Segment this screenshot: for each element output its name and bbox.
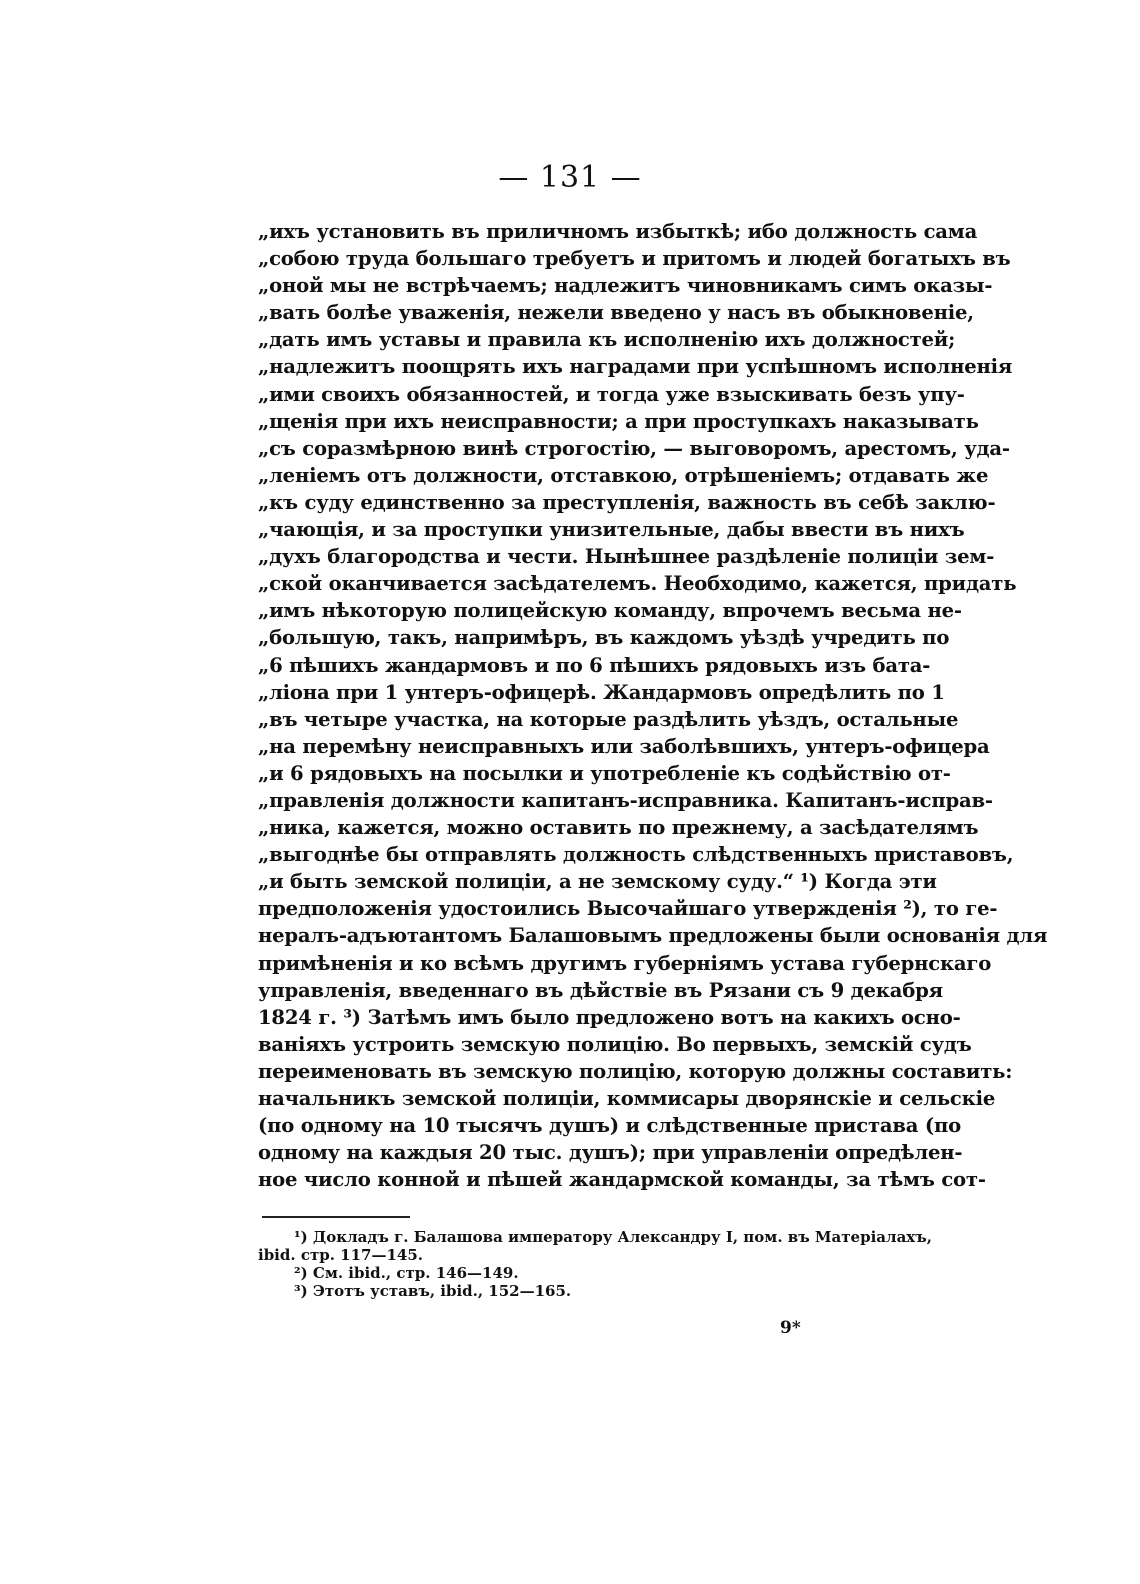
signature-mark: 9* bbox=[780, 1318, 801, 1338]
text-line: „на перемѣну неисправныхъ или заболѣвшихъ, унтеръ-офицера bbox=[258, 734, 990, 758]
text-line: 1824 г. ³) Затѣмъ имъ было предложено вотъ на какихъ осно- bbox=[258, 1005, 961, 1029]
text-line: переименовать въ земскую полицію, которую должны составить: bbox=[258, 1059, 1013, 1083]
text-line: примѣненія и ко всѣмъ другимъ губерніямъ устава губернскаго bbox=[258, 951, 992, 975]
text-line: „и быть земской полиціи, а не земскому суду.“ ¹) Когда эти bbox=[258, 870, 937, 894]
text-line: „ихъ установить въ приличномъ избыткѣ; ибо должность сама bbox=[258, 220, 978, 243]
text-line: ное число конной и пѣшей жандармской команды, за тѣмъ сот- bbox=[258, 1168, 986, 1192]
text-line: ваніяхъ устроить земскую полицію. Во первыхъ, земскій судъ bbox=[258, 1032, 972, 1056]
text-line: „ліона при 1 унтеръ-офицерѣ. Жандармовъ опредѣлить по 1 bbox=[258, 680, 945, 704]
text-line: „съ соразмѣрною винѣ строгостію, — выговоромъ, арестомъ, уда- bbox=[258, 436, 1010, 460]
footnote-2: ²) См. ibid., стр. 146—149. bbox=[294, 1264, 519, 1282]
text-line: „ской оканчивается засѣдателемъ. Необходимо, кажется, придать bbox=[258, 572, 1017, 596]
text-line: „духъ благородства и чести. Нынѣшнее раздѣленіе полиціи зем- bbox=[258, 545, 995, 569]
text-line: „оной мы не встрѣчаемъ; надлежитъ чиновникамъ симъ оказы- bbox=[258, 274, 993, 298]
text-line: нералъ-адъютантомъ Балашовымъ предложены были основанія для bbox=[258, 924, 1048, 948]
footnote-1: ¹) Докладъ г. Балашова императору Александру I, пом. въ Матеріалахъ, bbox=[294, 1228, 932, 1246]
text-line: одному на каждыя 20 тыс. душъ); при управленіи опредѣлен- bbox=[258, 1141, 963, 1165]
text-line: „ника, кажется, можно оставить по прежнему, а засѣдателямъ bbox=[258, 816, 979, 840]
text-line: „собою труда большаго требуетъ и притомъ и людей богатыхъ въ bbox=[258, 247, 1011, 271]
page-number: — 131 — bbox=[498, 160, 642, 195]
footnote-3: ³) Этотъ уставъ, ibid., 152—165. bbox=[294, 1282, 572, 1300]
text-line: предположенія удостоились Высочайшаго утвержденія ²), то ге- bbox=[258, 897, 998, 921]
text-line: „6 пѣшихъ жандармовъ и по 6 пѣшихъ рядовыхъ изъ бата- bbox=[258, 653, 931, 677]
footnote-1-continuation: ibid. стр. 117—145. bbox=[258, 1246, 424, 1264]
text-line: „дать имъ уставы и правила къ исполненію ихъ должностей; bbox=[258, 328, 956, 352]
text-line: „надлежитъ поощрять ихъ наградами при успѣшномъ исполненія bbox=[258, 355, 1013, 379]
text-line: (по одному на 10 тысячъ душъ) и слѣдственные пристава (по bbox=[258, 1114, 961, 1138]
text-line: начальникъ земской полиціи, коммисары дворянскіе и сельскіе bbox=[258, 1087, 996, 1110]
text-line: „ими своихъ обязанностей, и тогда уже взыскивать безъ упу- bbox=[258, 382, 965, 406]
text-line: „и 6 рядовыхъ на посылки и употребленіе къ содѣйствію от- bbox=[258, 761, 951, 785]
text-line: „въ четыре участка, на которые раздѣлить уѣздъ, остальные bbox=[258, 707, 959, 731]
text-line: „большую, такъ, напримѣръ, въ каждомъ уѣздѣ учредить по bbox=[258, 626, 950, 650]
text-line: „правленія должности капитанъ-исправника. Капитанъ-исправ- bbox=[258, 788, 993, 812]
footnote-divider bbox=[262, 1216, 410, 1218]
body-text bbox=[258, 218, 1048, 1193]
text-line: „къ суду единственно за преступленія, важность въ себѣ заклю- bbox=[258, 490, 996, 514]
text-line: „вать болѣе уваженія, нежели введено у насъ въ обыкновеніе, bbox=[258, 301, 974, 325]
text-line: „имъ нѣкоторую полицейскую команду, впрочемъ весьма не- bbox=[258, 599, 962, 623]
text-line: „леніемъ отъ должности, отставкою, отрѣшеніемъ; отдавать же bbox=[258, 463, 989, 487]
text-line: „чающія, и за проступки унизительные, дабы ввести въ нихъ bbox=[258, 518, 965, 542]
text-line: „выгоднѣе бы отправлять должность слѣдственныхъ приставовъ, bbox=[258, 843, 1014, 867]
footnotes bbox=[258, 1228, 932, 1300]
text-line: управленія, введеннаго въ дѣйствіе въ Рязани съ 9 декабря bbox=[258, 978, 943, 1002]
text-line: „щенія при ихъ неисправности; а при проступкахъ наказывать bbox=[258, 409, 979, 433]
